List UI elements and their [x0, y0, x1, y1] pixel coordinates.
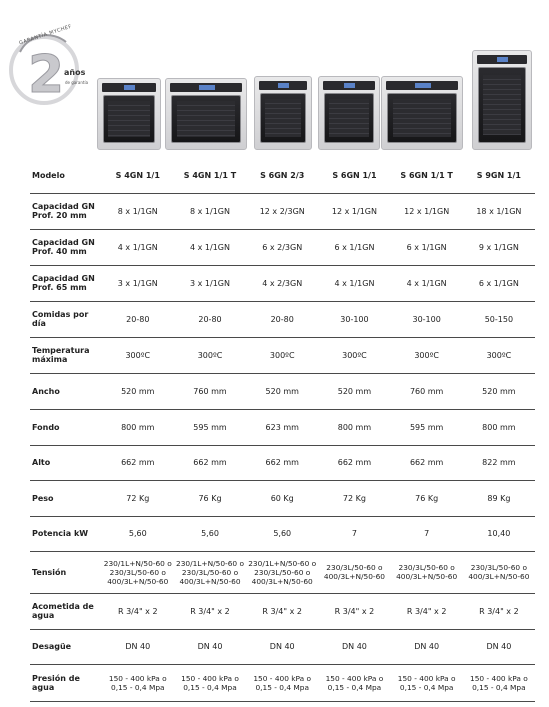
table-cell: R 3/4" x 2 [174, 593, 246, 629]
oven-image-s-6gn-1-1 [318, 76, 380, 150]
table-cell: 20-80 [174, 301, 246, 337]
table-row [30, 629, 535, 664]
row-label-line: Tensión [32, 567, 67, 577]
table-cell-line: 0,15 - 0,4 Mpa [399, 682, 454, 692]
table-cell: 662 mm [391, 445, 463, 480]
row-label-line: Prof. 40 mm [32, 247, 87, 256]
table-cell: 300ºC [391, 337, 463, 373]
table-cell [463, 551, 535, 593]
table-cell: 800 mm [318, 409, 390, 445]
table-cell: 7 [391, 516, 463, 551]
table-cell: 5,60 [246, 516, 318, 551]
oven-image-s-9gn-1-1 [472, 50, 532, 150]
row-label [30, 445, 102, 480]
table-cell: DN 40 [246, 629, 318, 664]
table-cell: 20-80 [246, 301, 318, 337]
table-cell: 520 mm [246, 373, 318, 409]
row-label-line: Prof. 65 mm [32, 283, 87, 292]
table-header-model: S 6GN 1/1 [318, 158, 390, 193]
row-label-line: Ancho [32, 386, 60, 396]
table-cell: 595 mm [174, 409, 246, 445]
table-cell: 50-150 [463, 301, 535, 337]
table-row [30, 516, 535, 551]
row-label-line: Potencia kW [32, 529, 89, 538]
table-cell: 662 mm [318, 445, 390, 480]
table-cell: 30-100 [391, 301, 463, 337]
table-cell-line: 150 - 400 kPa o [181, 673, 239, 683]
table-cell-line: 150 - 400 kPa o [470, 673, 528, 683]
table-cell [246, 551, 318, 593]
table-cell: 72 Kg [102, 480, 174, 516]
row-label [30, 593, 102, 629]
table-cell: R 3/4" x 2 [318, 593, 390, 629]
table-cell: 7 [318, 516, 390, 551]
table-row [30, 373, 535, 409]
table-cell-line: 230/3L/50-60 o [181, 567, 239, 577]
table-cell [391, 551, 463, 593]
row-label-line: agua [32, 682, 55, 692]
table-cell-line: 230/1L+N/50-60 o [248, 558, 317, 568]
warranty-sub-text: de garantía [65, 80, 89, 85]
table-cell [102, 551, 174, 593]
table-cell: DN 40 [102, 629, 174, 664]
table-row [30, 664, 535, 701]
table-cell: 6 x 1/1GN [318, 229, 390, 265]
table-cell-line: 230/3L/50-60 o [398, 563, 455, 572]
table-cell-line: 0,15 - 0,4 Mpa [183, 682, 237, 692]
table-header-model: S 4GN 1/1 [102, 158, 174, 193]
row-label [30, 229, 102, 265]
table-cell: 662 mm [102, 445, 174, 480]
table-cell: 5,60 [102, 516, 174, 551]
table-header-model: S 6GN 1/1 T [391, 158, 463, 193]
table-cell-line: 150 - 400 kPa o [253, 673, 312, 683]
table-row [30, 409, 535, 445]
table-cell-line: 400/3L+N/50-60 [396, 572, 458, 581]
table-row [30, 265, 535, 301]
table-cell: DN 40 [463, 629, 535, 664]
row-label [30, 664, 102, 701]
oven-image-s-6gn-1-1-t [381, 76, 463, 150]
table-cell: 76 Kg [174, 480, 246, 516]
table-cell-line: 150 - 400 kPa o [325, 673, 384, 683]
table-cell: 3 x 1/1GN [102, 265, 174, 301]
table-cell-line: 0,15 - 0,4 Mpa [327, 682, 382, 692]
table-cell: 800 mm [463, 409, 535, 445]
table-cell-line: 230/1L+N/50-60 o [176, 558, 244, 568]
table-cell-line: 230/3L/50-60 o [109, 567, 166, 577]
row-label [30, 337, 102, 373]
row-label-line: Capacidad GN [32, 274, 95, 283]
row-label [30, 265, 102, 301]
table-cell: 4 x 1/1GN [318, 265, 390, 301]
table-cell: 300ºC [174, 337, 246, 373]
table-cell: 8 x 1/1GN [174, 193, 246, 229]
table-row [30, 229, 535, 265]
table-cell-line: 230/3L/50-60 o [254, 567, 311, 577]
table-cell: 76 Kg [391, 480, 463, 516]
oven-image-s-4gn-1-1 [97, 78, 161, 150]
table-header-model: S 4GN 1/1 T [174, 158, 246, 193]
row-label [30, 373, 102, 409]
warranty-arc-text: GARANTÍA MYCHEF [18, 23, 73, 47]
table-cell: R 3/4" x 2 [463, 593, 535, 629]
table-cell: 4 x 1/1GN [102, 229, 174, 265]
row-label-line: agua [32, 611, 55, 620]
row-label-line: Prof. 20 mm [32, 211, 87, 220]
row-label-line: Desagüe [32, 642, 72, 651]
row-label [30, 409, 102, 445]
table-row [30, 551, 535, 593]
table-cell [391, 664, 463, 701]
row-label-line: Temperatura [32, 346, 90, 355]
row-label [30, 193, 102, 229]
table-cell: 18 x 1/1GN [463, 193, 535, 229]
row-label-line: Acometida de [32, 602, 94, 611]
table-cell: 6 x 1/1GN [463, 265, 535, 301]
table-cell: 60 Kg [246, 480, 318, 516]
table-cell: 662 mm [246, 445, 318, 480]
table-cell: R 3/4" x 2 [246, 593, 318, 629]
table-cell-line: 0,15 - 0,4 Mpa [255, 682, 309, 692]
warranty-years-label: años [64, 68, 86, 77]
table-cell [318, 664, 390, 701]
row-label-line: Capacidad GN [32, 238, 95, 247]
table-cell: 72 Kg [318, 480, 390, 516]
table-cell: 6 x 2/3GN [246, 229, 318, 265]
table-cell [174, 664, 246, 701]
table-cell-line: 150 - 400 kPa o [108, 673, 167, 683]
table-cell: 800 mm [102, 409, 174, 445]
table-cell: 4 x 2/3GN [246, 265, 318, 301]
table-cell: DN 40 [318, 629, 390, 664]
table-cell: 300ºC [318, 337, 390, 373]
table-cell: 89 Kg [463, 480, 535, 516]
table-cell: 9 x 1/1GN [463, 229, 535, 265]
row-label [30, 480, 102, 516]
table-cell [102, 664, 174, 701]
table-cell-line: 400/3L+N/50-60 [107, 576, 169, 586]
table-cell: 595 mm [391, 409, 463, 445]
row-label [30, 301, 102, 337]
table-cell: 662 mm [174, 445, 246, 480]
table-cell: 520 mm [318, 373, 390, 409]
table-cell-line: 230/3L/50-60 o [470, 563, 528, 572]
table-cell: 822 mm [463, 445, 535, 480]
table-cell: DN 40 [174, 629, 246, 664]
table-cell: 520 mm [463, 373, 535, 409]
table-cell-line: 400/3L+N/50-60 [323, 572, 385, 581]
oven-image-s-6gn-2-3 [254, 76, 312, 150]
table-row [30, 193, 535, 229]
table-cell: R 3/4" x 2 [102, 593, 174, 629]
oven-image-s-4gn-1-1-t [165, 78, 247, 150]
table-header-label: Modelo [30, 158, 102, 193]
row-label-line: día [32, 319, 46, 328]
table-cell-line: 230/1L+N/50-60 o [103, 558, 172, 568]
row-label-line: Alto [32, 458, 51, 467]
table-cell: 760 mm [391, 373, 463, 409]
table-cell: 760 mm [174, 373, 246, 409]
table-cell-line: 0,15 - 0,4 Mpa [111, 682, 165, 692]
table-cell: 12 x 2/3GN [246, 193, 318, 229]
row-label-line: Fondo [32, 422, 60, 432]
table-cell: 4 x 1/1GN [391, 265, 463, 301]
spec-table-body [30, 158, 535, 701]
table-cell: DN 40 [391, 629, 463, 664]
table-cell [246, 664, 318, 701]
table-cell: 10,40 [463, 516, 535, 551]
table-header-row [30, 158, 535, 193]
table-cell: 623 mm [246, 409, 318, 445]
oven-product-images [0, 40, 549, 150]
table-cell [174, 551, 246, 593]
table-row [30, 301, 535, 337]
table-cell: 300ºC [102, 337, 174, 373]
table-cell [318, 551, 390, 593]
table-cell: 4 x 1/1GN [174, 229, 246, 265]
table-cell: 5,60 [174, 516, 246, 551]
warranty-number: 2 [28, 45, 65, 105]
row-label-line: Presión de [32, 673, 80, 683]
row-label-line: máxima [32, 355, 68, 364]
table-row [30, 445, 535, 480]
row-label-line: Comidas por [32, 310, 89, 319]
table-header-model: S 9GN 1/1 [463, 158, 535, 193]
spec-table [30, 158, 535, 702]
table-cell-line: 150 - 400 kPa o [397, 673, 456, 683]
table-cell-line: 400/3L+N/50-60 [179, 576, 241, 586]
row-label-line: Peso [32, 493, 54, 503]
row-label [30, 516, 102, 551]
table-cell: 20-80 [102, 301, 174, 337]
table-cell-line: 400/3L+N/50-60 [251, 576, 313, 586]
table-row [30, 480, 535, 516]
table-header-model: S 6GN 2/3 [246, 158, 318, 193]
table-cell: 520 mm [102, 373, 174, 409]
table-cell: 8 x 1/1GN [102, 193, 174, 229]
table-cell-line: 230/3L/50-60 o [326, 563, 383, 572]
table-cell: 6 x 1/1GN [391, 229, 463, 265]
table-cell [463, 664, 535, 701]
row-label [30, 629, 102, 664]
table-cell: 30-100 [318, 301, 390, 337]
row-label-line: Capacidad GN [32, 202, 95, 211]
table-cell: 300ºC [246, 337, 318, 373]
table-cell-line: 400/3L+N/50-60 [468, 572, 530, 581]
table-cell-line: 0,15 - 0,4 Mpa [472, 682, 526, 692]
table-cell: R 3/4" x 2 [391, 593, 463, 629]
table-cell: 3 x 1/1GN [174, 265, 246, 301]
row-label [30, 551, 102, 593]
table-cell: 12 x 1/1GN [318, 193, 390, 229]
table-row [30, 337, 535, 373]
table-cell: 300ºC [463, 337, 535, 373]
table-row [30, 593, 535, 629]
table-cell: 12 x 1/1GN [391, 193, 463, 229]
